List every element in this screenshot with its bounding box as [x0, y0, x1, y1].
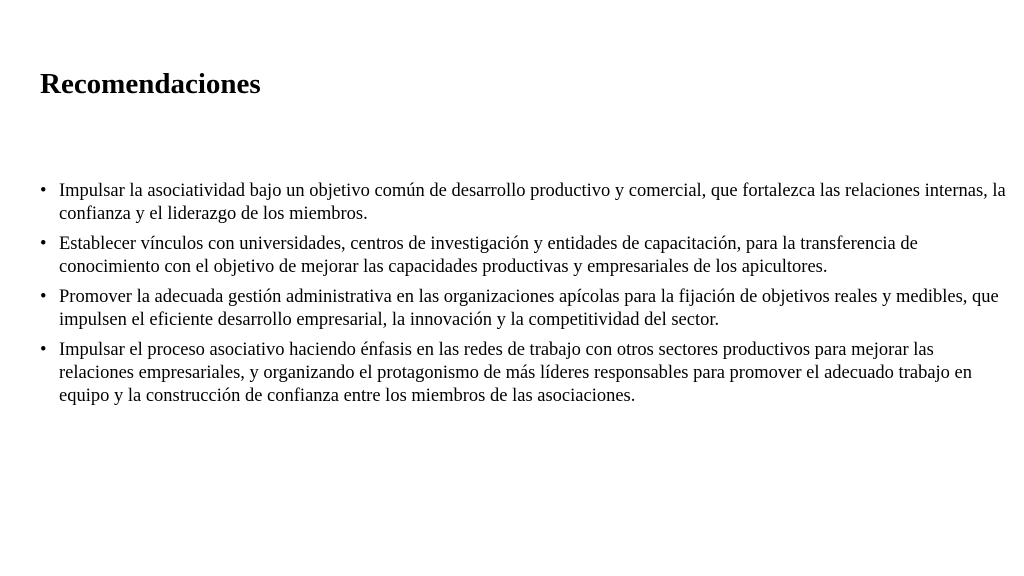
bullet-list — [40, 180, 1010, 415]
bullet-point-icon: • — [40, 287, 47, 307]
slide-title: Recomendaciones — [40, 68, 261, 100]
bullet-text: Establecer vínculos con universidades, centros de investigación y entidades de capacitación, para la transferencia de conocimiento con el objetivo de mejorar las capacidades productivas y empresariales de los apicultores. — [59, 234, 918, 277]
bullet-item-1 — [40, 180, 1010, 226]
bullet-point-icon: • — [40, 234, 47, 254]
bullet-text: Impulsar la asociatividad bajo un objetivo común de desarrollo productivo y comercial, que fortalezca las relaciones internas, la confianza y el liderazgo de los miembros. — [59, 181, 1006, 224]
bullet-text: Promover la adecuada gestión administrativa en las organizaciones apícolas para la fijación de objetivos reales y medibles, que impulsen el eficiente desarrollo empresarial, la innovación y la competitividad del sector. — [59, 287, 999, 330]
bullet-text: Impulsar el proceso asociativo haciendo énfasis en las redes de trabajo con otros sectores productivos para mejorar las relaciones empresariales, y organizando el protagonismo de más líderes responsables para promover el adecuado trabajo en equipo y la construcción de confianza entre los miembros de las asociaciones. — [59, 340, 973, 406]
bullet-point-icon: • — [40, 181, 47, 201]
bullet-item-2 — [40, 233, 1010, 279]
bullet-item-4 — [40, 339, 1010, 408]
bullet-point-icon: • — [40, 340, 47, 360]
bullet-item-3 — [40, 286, 1010, 332]
